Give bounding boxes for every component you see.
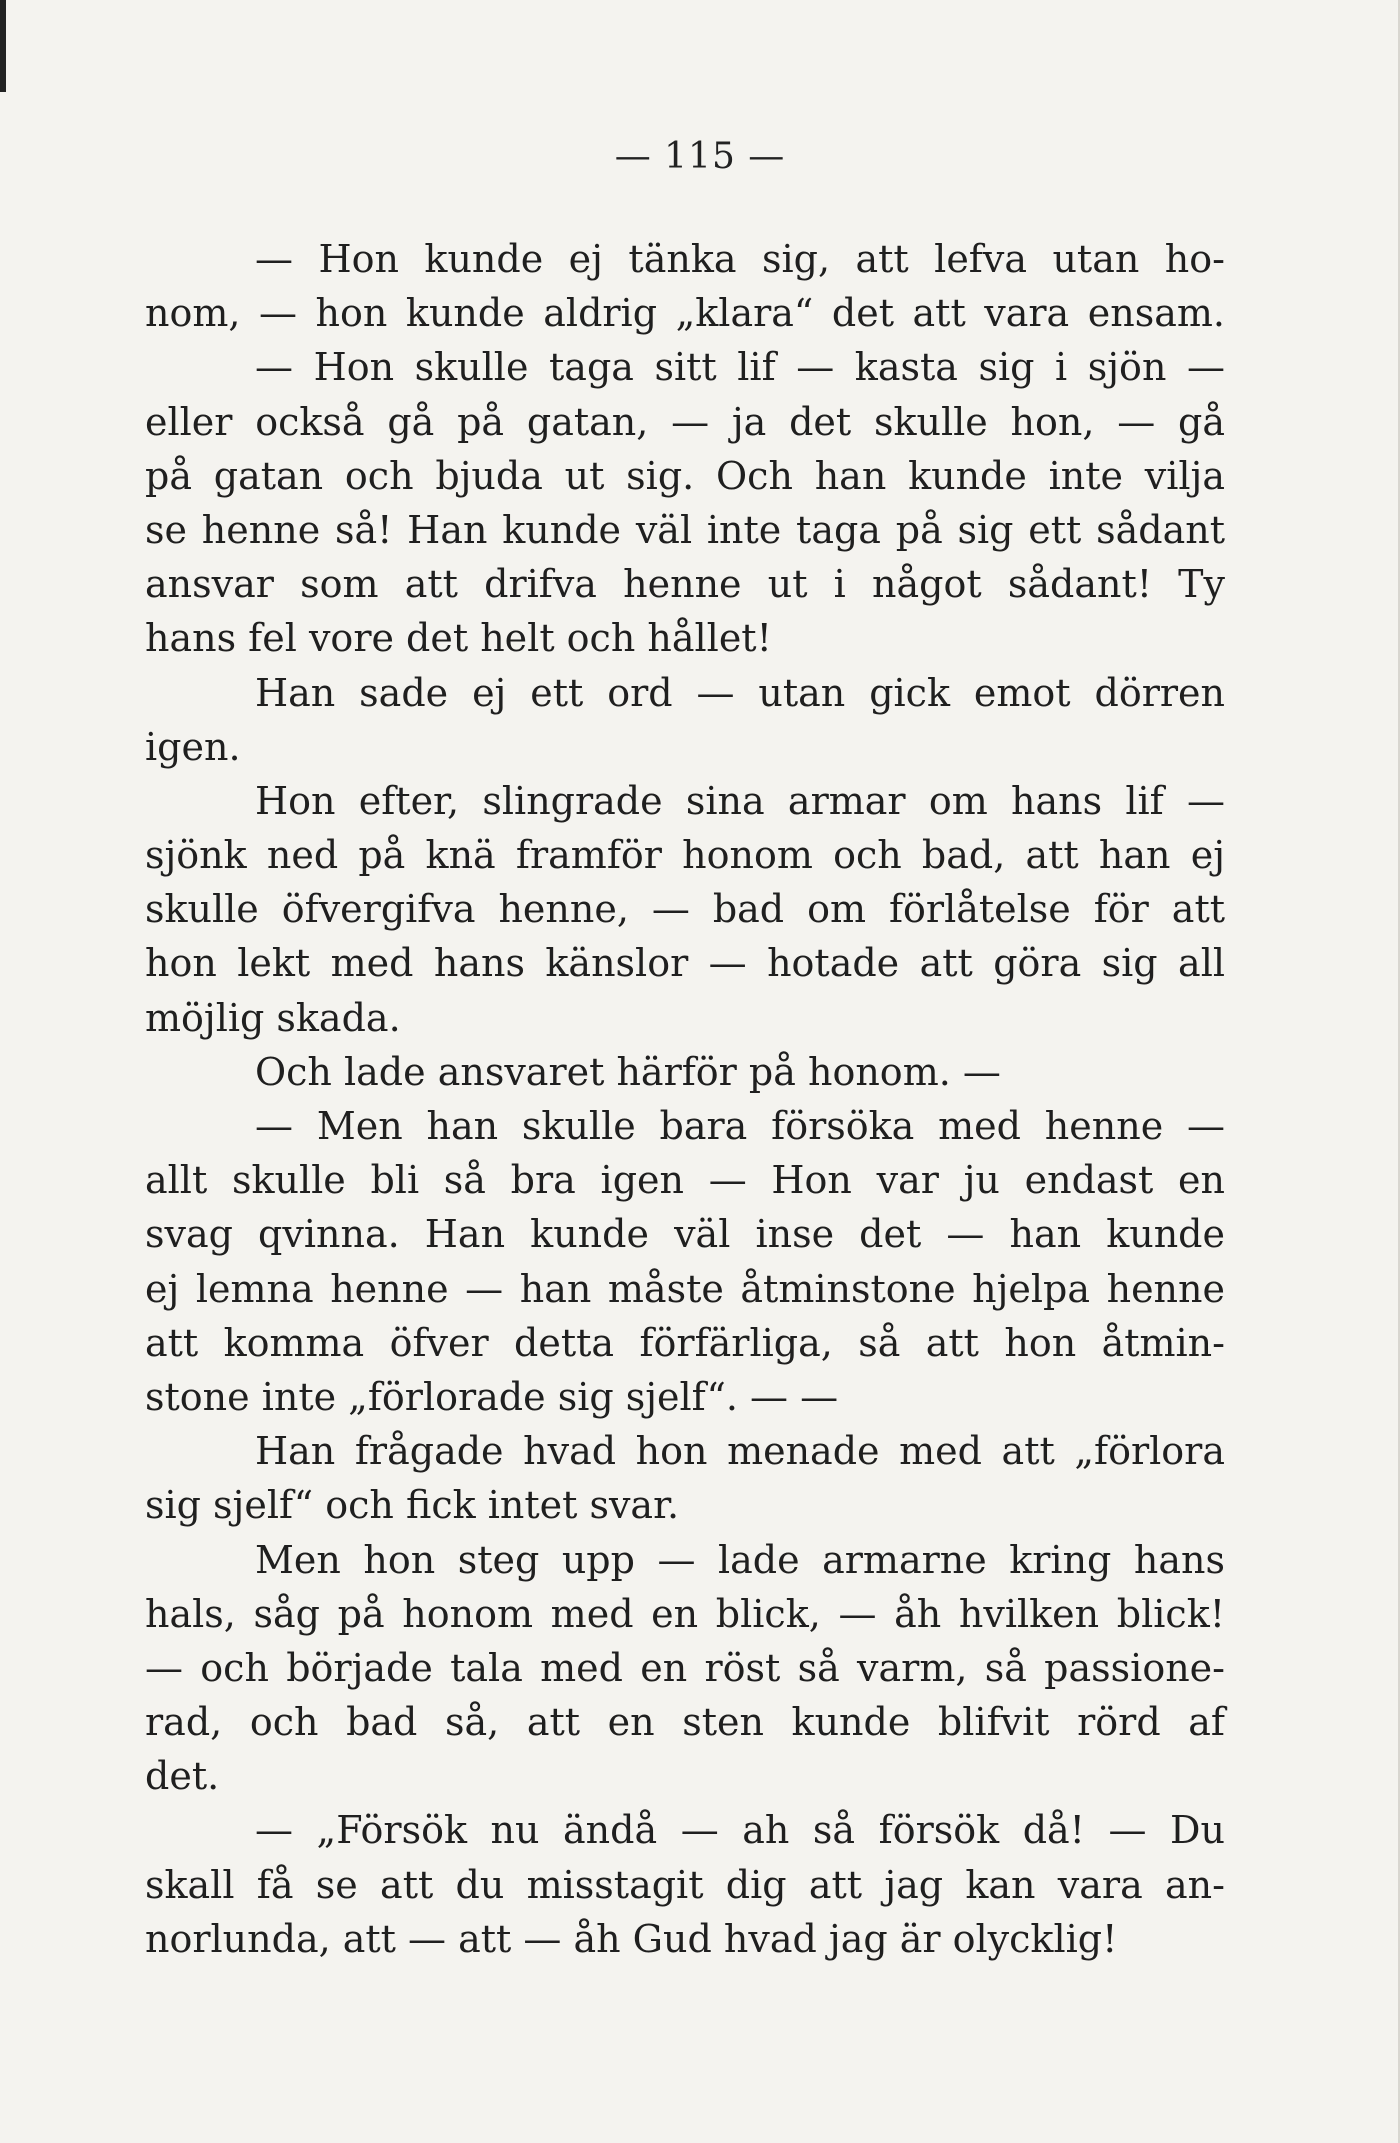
body-text — [145, 232, 1225, 1966]
text-line: igen. — [145, 724, 241, 769]
text-line: skall få se att du misstagit dig att jag kan vara an- — [145, 1862, 1225, 1907]
text-line: hon lekt med hans känslor — hotade att göra sig all — [145, 941, 1225, 986]
text-line: Och lade ansvaret härför på honom. — — [255, 1049, 1001, 1094]
text-line: — „Försök nu ändå — ah så försök då! — Du — [255, 1808, 1225, 1853]
text-line: svag qvinna. Han kunde väl inse det — han kunde — [145, 1212, 1225, 1257]
text-line: eller också gå på gatan, — ja det skulle hon, — gå — [145, 399, 1225, 444]
text-line: norlunda, att — att — åh Gud hvad jag är olycklig! — [145, 1916, 1118, 1961]
text-line: stone inte „förlorade sig sjelf“. — — — [145, 1374, 839, 1419]
text-line: Han sade ej ett ord — utan gick emot dörren — [255, 670, 1225, 715]
text-line: sjönk ned på knä framför honom och bad, att han ej — [145, 833, 1225, 878]
text-line: nom, — hon kunde aldrig „klara“ det att vara ensam. — [145, 291, 1225, 336]
text-line: rad, och bad så, att en sten kunde blifvit rörd af — [145, 1700, 1225, 1745]
page-number: — 115 — — [614, 136, 786, 177]
text-line: det. — [145, 1754, 220, 1799]
text-line: Hon efter, slingrade sina armar om hans lif — — [255, 778, 1225, 823]
text-line: Men hon steg upp — lade armarne kring hans — [255, 1537, 1225, 1582]
text-line: hans fel vore det helt och hållet! — [145, 616, 772, 661]
text-line: — Men han skulle bara försöka med henne — — [255, 1104, 1225, 1148]
text-line: hals, såg på honom med en blick, — åh hvilken blick! — [145, 1591, 1225, 1636]
text-line: att komma öfver detta förfärliga, så att hon åtmin- — [145, 1320, 1225, 1365]
text-line: ansvar som att drifva henne ut i något sådant! Ty — [145, 562, 1225, 607]
text-line: skulle öfvergifva henne, — bad om förlåtelse för att — [145, 887, 1225, 932]
text-line: — Hon skulle taga sitt lif — kasta sig i sjön — — [255, 345, 1225, 390]
text-line: — och började tala med en röst så varm, så passione- — [145, 1645, 1225, 1690]
text-line: möjlig skada. — [145, 995, 401, 1040]
text-line: allt skulle bli så bra igen — Hon var ju endast en — [145, 1158, 1225, 1203]
text-line: ej lemna henne — han måste åtminstone hjelpa henne — [145, 1266, 1225, 1311]
text-line: Han frågade hvad hon menade med att „förlora — [255, 1429, 1225, 1474]
text-line: sig sjelf“ och fick intet svar. — [145, 1483, 680, 1528]
scan-edge-mark — [0, 0, 6, 92]
text-line: på gatan och bjuda ut sig. Och han kunde inte vilja — [145, 453, 1225, 498]
text-line: se henne så! Han kunde väl inte taga på sig ett sådant — [145, 507, 1225, 552]
text-line: — Hon kunde ej tänka sig, att lefva utan ho- — [255, 237, 1225, 281]
